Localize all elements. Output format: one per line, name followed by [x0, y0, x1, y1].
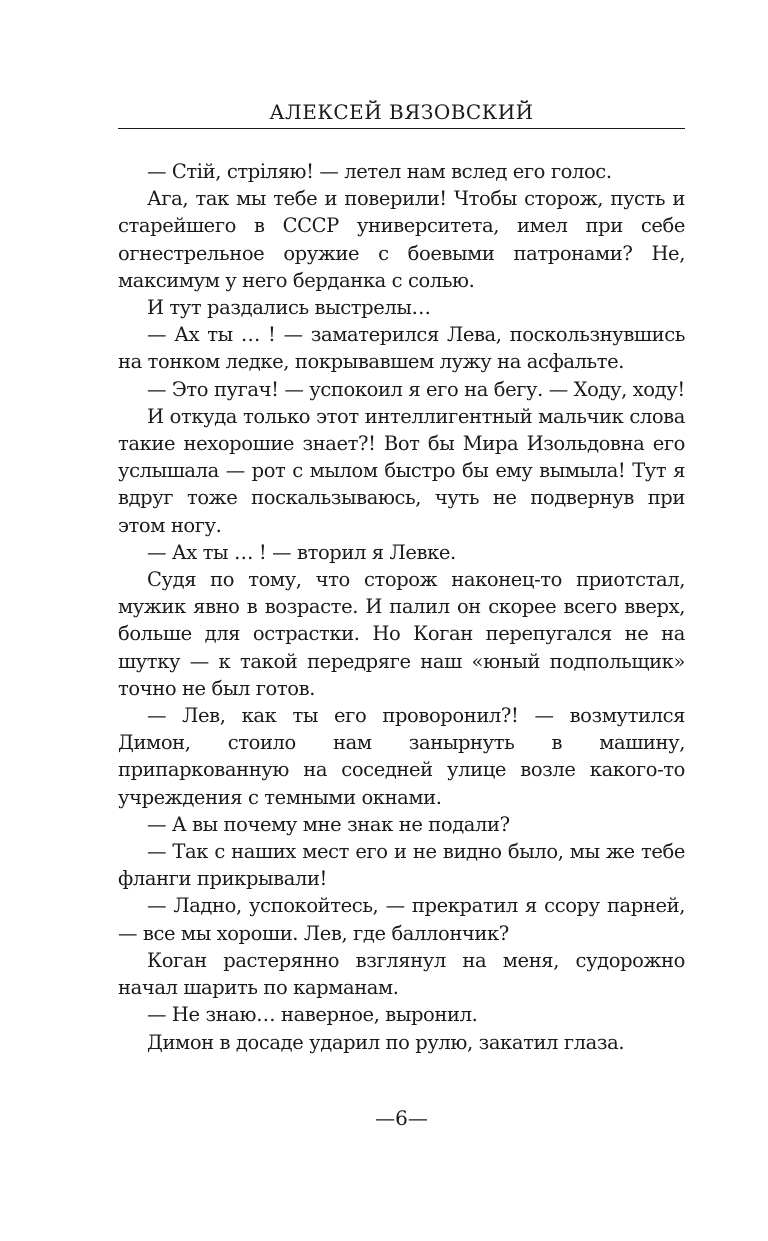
paragraph: — Ладно, успокойтесь, — прекратил я ссору парней, — все мы хороши. Лев, где баллончик? — [118, 894, 685, 945]
paragraph: — Ах ты … ! — заматерился Лева, поскользнувшись на тонком ледке, покрывавшем лужу на асфальте. — [118, 323, 685, 374]
paragraph: Димон в досаде ударил по рулю, закатил глаза. — [147, 1030, 625, 1054]
header-rule — [118, 128, 685, 129]
body-text — [118, 158, 685, 1056]
paragraph: — Стій, стріляю! — летел нам вслед его голос. — [147, 160, 612, 183]
paragraph: — А вы почему мне знак не подали? — [147, 812, 510, 836]
paragraph: — Так с наших мест его и не видно было, мы же тебе фланги прикрывали! — [118, 840, 685, 891]
paragraph: — Лев, как ты его проворонил?! — возмутился Димон, стоило нам занырнуть в машину, припаркованную на соседней улице возле какого-то учреждения с темными окнами. — [118, 704, 685, 809]
paragraph: — Это пугач! — успокоил я его на бегу. — Ходу, ходу! — [147, 377, 685, 401]
page-number: —6— — [375, 1106, 428, 1130]
paragraph: И откуда только этот интеллигентный мальчик слова такие нехорошие знает?! Вот бы Мира Изольдовна его услышала — рот с мылом быстро бы ему вымыла! Тут я вдруг тоже поскальзываюсь, чуть не подвернув при этом ногу. — [118, 404, 685, 537]
running-head-author: АЛЕКСЕЙ ВЯЗОВСКИЙ — [269, 100, 534, 124]
paragraph: Судя по тому, что сторож наконец-то приотстал, мужик явно в возрасте. И палил он скорее всего вверх, больше для острастки. Но Коган перепугался не на шутку — к такой передряге наш «юный подпольщик» точно не был готов. — [118, 568, 685, 700]
paragraph: Ага, так мы тебе и поверили! Чтобы сторож, пусть и старейшего в СССР университета, имел при себе огнестрельное оружие с боевыми патронами? Не, максимум у него берданка с солью. — [118, 187, 685, 292]
paragraph: И тут раздались выстрелы… — [147, 296, 431, 320]
paragraph: — Не знаю… наверное, выронил. — [147, 1003, 478, 1027]
paragraph: Коган растерянно взглянул на меня, судорожно начал шарить по карманам. — [118, 948, 685, 1000]
paragraph: — Ах ты … ! — вторил я Левке. — [147, 540, 456, 564]
